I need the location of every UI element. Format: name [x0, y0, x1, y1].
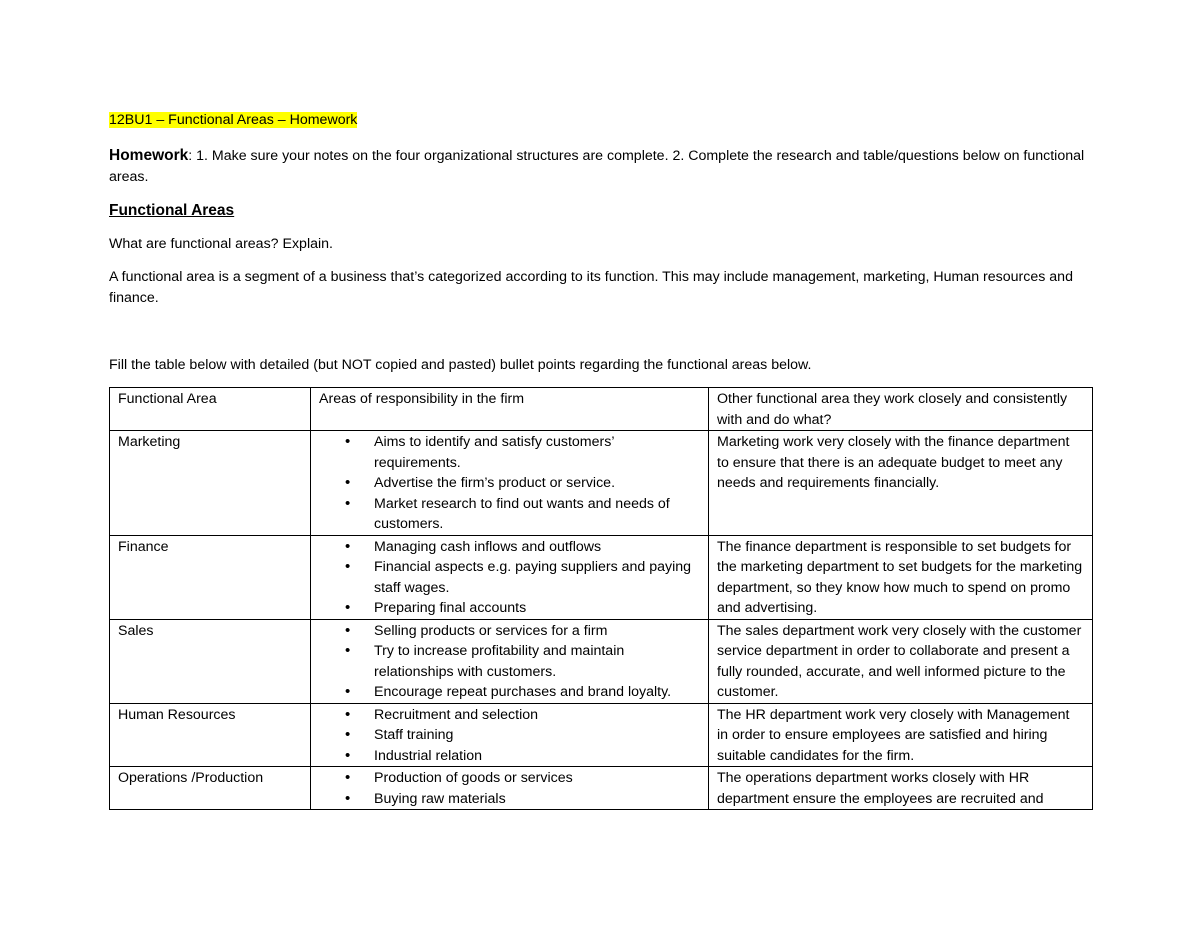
collaboration-cell: Marketing work very closely with the finance department to ensure that there is an adequate budget to meet any needs and requirements financially. [709, 431, 1093, 536]
list-item: • Production of goods or services [374, 768, 700, 789]
question-text: What are functional areas? Explain. [109, 236, 333, 252]
list-item: • Preparing final accounts [374, 598, 700, 619]
responsibilities-list [319, 768, 700, 809]
responsibilities-cell [311, 767, 709, 810]
area-cell: Operations /Production [110, 767, 311, 810]
responsibilities-list [319, 621, 700, 703]
area-cell: Finance [110, 535, 311, 619]
responsibilities-cell [311, 535, 709, 619]
list-item: • Industrial relation [374, 746, 700, 767]
area-cell: Human Resources [110, 703, 311, 767]
collaboration-cell: The HR department work very closely with Management in order to ensure employees are satisfied and hiring suitable candidates for the firm. [709, 703, 1093, 767]
answer-text: A functional area is a segment of a business that’s categorized according to its function. This may include management, marketing, Human resources and finance. [109, 269, 1073, 306]
functional-areas-table [109, 387, 1093, 810]
responsibilities-cell [311, 703, 709, 767]
responsibilities-cell [311, 431, 709, 536]
list-item: • Buying raw materials [374, 789, 700, 810]
list-item: • Financial aspects e.g. paying suppliers and paying staff wages. [374, 557, 700, 598]
list-item: • Try to increase profitability and maintain relationships with customers. [374, 641, 700, 682]
responsibilities-cell [311, 619, 709, 703]
doc-title-highlight: 12BU1 – Functional Areas – Homework [109, 112, 358, 128]
blank-space [109, 321, 1094, 355]
document-content [109, 110, 1094, 810]
list-item: • Managing cash inflows and outflows [374, 537, 700, 558]
table-row-human-resources [110, 703, 1093, 767]
responsibilities-list [319, 537, 700, 619]
list-item: • Staff training [374, 725, 700, 746]
list-item: • Recruitment and selection [374, 705, 700, 726]
collaboration-cell: The finance department is responsible to set budgets for the marketing department to set budgets for the marketing department, so they know how much to spend on promo and advertising. [709, 535, 1093, 619]
homework-text: : 1. Make sure your notes on the four organizational structures are complete. 2. Complete the research and table/questions below on functional areas. [109, 148, 1085, 185]
list-item: • Aims to identify and satisfy customers’ requirements. [374, 432, 700, 473]
homework-label: Homework [109, 147, 189, 164]
list-item: • Market research to find out wants and needs of customers. [374, 494, 700, 535]
area-cell: Marketing [110, 431, 311, 536]
table-header-row [110, 388, 1093, 431]
area-cell: Sales [110, 619, 311, 703]
table-row-sales [110, 619, 1093, 703]
table-row-finance [110, 535, 1093, 619]
fill-instruction: Fill the table below with detailed (but NOT copied and pasted) bullet points regarding the functional areas below. [109, 357, 812, 373]
header-collaboration: Other functional area they work closely and consistently with and do what? [709, 388, 1093, 431]
homework-paragraph [109, 145, 1094, 188]
section-heading: Functional Areas [109, 202, 235, 219]
responsibilities-list [319, 432, 700, 535]
responsibilities-list [319, 705, 700, 767]
collaboration-cell: The operations department works closely with HR department ensure the employees are recruited and [709, 767, 1093, 810]
doc-title [109, 110, 1094, 130]
collaboration-cell: The sales department work very closely with the customer service department in order to collaborate and present a fully rounded, accurate, and well informed picture to the customer. [709, 619, 1093, 703]
table-row-marketing [110, 431, 1093, 536]
list-item: • Selling products or services for a firm [374, 621, 700, 642]
list-item: • Advertise the firm’s product or service. [374, 473, 700, 494]
header-responsibilities: Areas of responsibility in the firm [311, 388, 709, 431]
table-row-operations [110, 767, 1093, 810]
header-functional-area: Functional Area [110, 388, 311, 431]
list-item: • Encourage repeat purchases and brand loyalty. [374, 682, 700, 703]
